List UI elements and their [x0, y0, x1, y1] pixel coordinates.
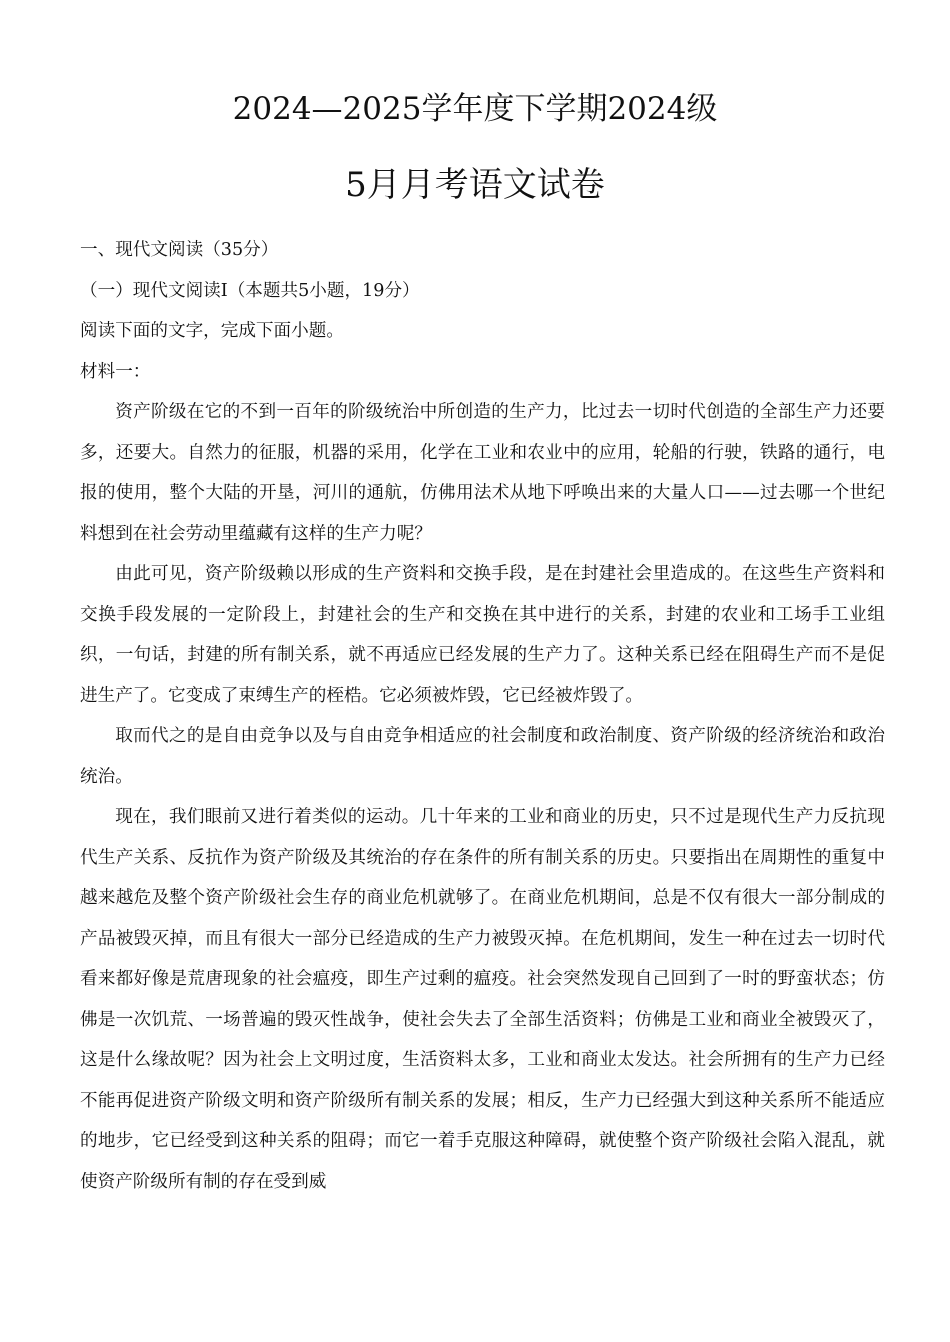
- paragraph-4: 现在，我们眼前又进行着类似的运动。几十年来的工业和商业的历史，只不过是现代生产力反抗现代生产关系、反抗作为资产阶级及其统治的存在条件的所有制关系的历史。只要指出在周期性的重复中越来越危及整个资产阶级社会生存的商业危机就够了。在商业危机期间，总是不仅有很大一部分制成的产品被毁灭掉，而且有很大一部分已经造成的生产力被毁灭掉。在危机期间，发生一种在过去一切时代看来都好像是荒唐现象的社会瘟疫，即生产过剩的瘟疫。社会突然发现自己回到了一时的野蛮状态；仿佛是一次饥荒、一场普遍的毁灭性战争，使社会失去了全部生活资料；仿佛是工业和商业全被毁灭了，这是什么缘故呢？因为社会上文明过度，生活资料太多，工业和商业太发达。社会所拥有的生产力已经不能再促进资产阶级文明和资产阶级所有制关系的发展；相反，生产力已经强大到这种关系所不能适应的地步，它已经受到这种关系的阻碍；而它一着手克服这种障碍，就使整个资产阶级社会陷入混乱，就使资产阶级所有制的存在受到威: [80, 807, 885, 1192]
- section-heading: 一、现代文阅读（35分）: [80, 240, 279, 260]
- material-label: 材料一：: [80, 361, 151, 382]
- section-subheading: （一）现代文阅读I（本题共5小题，19分）: [80, 280, 420, 301]
- paragraph-2: 由此可见，资产阶级赖以形成的生产资料和交换手段，是在封建社会里造成的。在这些生产资料和交换手段发展的一定阶段上，封建社会的生产和交换在其中进行的关系，封建的农业和工场手工业组织，一句话，封建的所有制关系，就不再适应已经发展的生产力了。这种关系已经在阻碍生产而不是促进生产了。它变成了束缚生产的桎梏。它必须被炸毁，它已经被炸毁了。: [80, 564, 885, 706]
- exam-title: 5月月考语文试卷: [345, 165, 605, 205]
- exam-content: [80, 230, 885, 1202]
- paragraph-1: 资产阶级在它的不到一百年的阶级统治中所创造的生产力，比过去一切时代创造的全部生产力还要多，还要大。自然力的征服，机器的采用，化学在工业和农业中的应用，轮船的行驶，铁路的通行，电报的使用，整个大陆的开垦，河川的通航，仿佛用法术从地下呼唤出来的大量人口——过去哪一个世纪料想到在社会劳动里蕴藏有这样的生产力呢？: [80, 402, 885, 544]
- reading-instruction: 阅读下面的文字，完成下面小题。: [80, 321, 344, 341]
- paragraph-3: 取而代之的是自由竞争以及与自由竞争相适应的社会制度和政治制度、资产阶级的经济统治和政治统治。: [80, 726, 885, 787]
- exam-title-year: 2024—2025学年度下学期2024级: [232, 91, 718, 127]
